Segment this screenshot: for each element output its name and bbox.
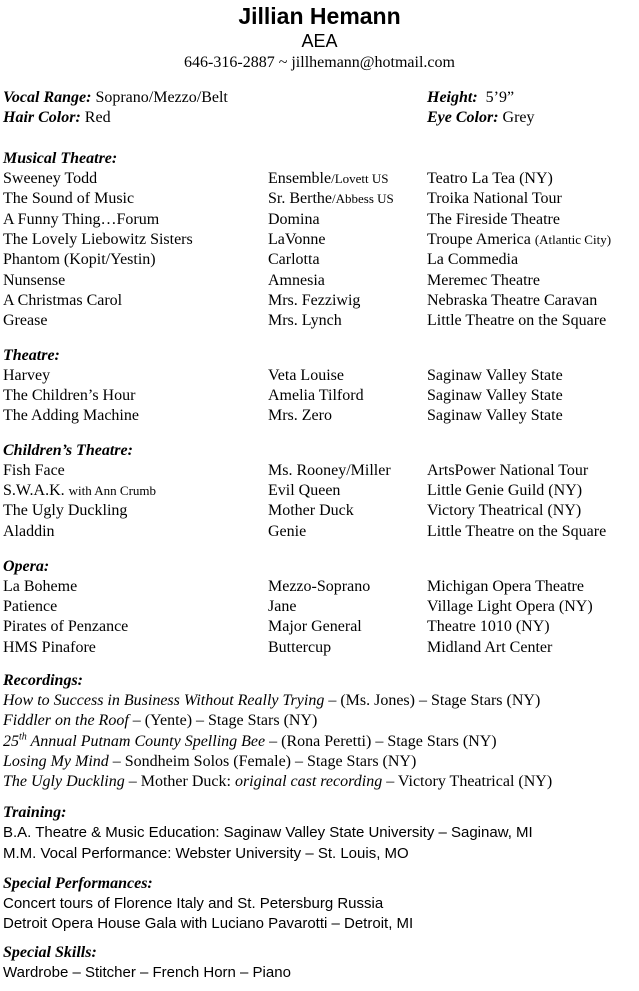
- section-heading-recordings: Recordings:: [3, 672, 83, 689]
- recording-subtitle: original cast recording: [234, 773, 383, 790]
- credit-role: Carlotta: [268, 251, 320, 268]
- credit-row: [0, 406, 639, 426]
- credit-row: [0, 522, 639, 542]
- credit-venue: Teatro La Tea (NY): [427, 170, 553, 187]
- credit-row: [0, 501, 639, 521]
- credit-role: Amelia Tilford: [268, 387, 364, 404]
- credit-role: Sr. Berthe: [268, 190, 332, 207]
- training-item: M.M. Vocal Performance: Webster University – St. Louis, MO: [3, 845, 409, 862]
- credit-show: The Sound of Music: [3, 190, 135, 207]
- performer-name: Jillian Hemann: [238, 3, 401, 29]
- credit-show-note: with Ann Crumb: [68, 483, 157, 498]
- credit-show: The Ugly Duckling: [3, 502, 128, 519]
- credit-role: Mrs. Lynch: [268, 312, 342, 329]
- vocal-range-label: Vocal Range:: [3, 89, 92, 106]
- recording-details: – (Rona Peretti) – Stage Stars (NY): [265, 733, 497, 750]
- recording-title-suffix: th: [19, 731, 27, 743]
- recording-title: Losing My Mind: [3, 753, 109, 770]
- credit-show: A Christmas Carol: [3, 292, 123, 309]
- credit-row: [0, 597, 639, 617]
- recording-details: – Sondheim Solos (Female) – Stage Stars (NY): [108, 753, 417, 770]
- credit-venue: The Fireside Theatre: [427, 211, 560, 228]
- credit-role: Mrs. Fezziwig: [268, 292, 361, 309]
- recording-title: Fiddler on the Roof: [3, 712, 129, 729]
- credit-row: [0, 638, 639, 658]
- credit-row: [0, 311, 639, 331]
- credit-role: Jane: [268, 598, 297, 615]
- credit-venue: Village Light Opera (NY): [427, 598, 593, 615]
- section-heading-childrens-theatre: Children’s Theatre:: [3, 442, 133, 459]
- credit-row: [0, 230, 639, 250]
- recording-item: [3, 691, 540, 711]
- credit-role: Mother Duck: [268, 502, 354, 519]
- credit-row: [0, 210, 639, 230]
- credit-role: Domina: [268, 211, 320, 228]
- eye-color-label: Eye Color:: [427, 109, 499, 126]
- hair-color-label: Hair Color:: [3, 109, 81, 126]
- credit-role: Buttercup: [268, 639, 332, 656]
- credit-show: Sweeney Todd: [3, 170, 98, 187]
- credit-show: La Boheme: [3, 578, 78, 595]
- stats-row-2: [0, 108, 639, 128]
- credit-role: LaVonne: [268, 231, 326, 248]
- section-heading-opera: Opera:: [3, 558, 50, 575]
- credit-venue: Saginaw Valley State: [427, 387, 563, 404]
- section-heading-theatre: Theatre:: [3, 347, 60, 364]
- credit-show: The Lovely Liebowitz Sisters: [3, 231, 193, 248]
- hair-color-value: Red: [84, 109, 111, 126]
- section-heading-training: Training:: [3, 804, 67, 821]
- credit-show: S.W.A.K.: [3, 482, 65, 499]
- recording-details: – (Ms. Jones) – Stage Stars (NY): [324, 692, 541, 709]
- recording-title: The Ugly Duckling: [3, 773, 125, 790]
- credit-venue: Saginaw Valley State: [427, 367, 563, 384]
- skills-list: Wardrobe – Stitcher – French Horn – Piano: [3, 964, 291, 981]
- credit-row: [0, 461, 639, 481]
- credit-show: The Children’s Hour: [3, 387, 136, 404]
- recording-details: – Victory Theatrical (NY): [382, 773, 553, 790]
- credit-show: Grease: [3, 312, 48, 329]
- union-affiliation: AEA: [301, 31, 338, 51]
- section-heading-musical-theatre: Musical Theatre:: [3, 150, 118, 167]
- credit-role: Genie: [268, 523, 307, 540]
- performance-item: Concert tours of Florence Italy and St. Petersburg Russia: [3, 895, 384, 912]
- recording-item: [3, 732, 497, 752]
- credit-role: Ms. Rooney/Miller: [268, 462, 391, 479]
- recording-role: – Mother Duck:: [124, 773, 235, 790]
- credit-venue: Victory Theatrical (NY): [427, 502, 582, 519]
- recording-title: How to Success in Business Without Really Trying: [3, 692, 325, 709]
- credit-role-note: /Lovett US: [331, 171, 389, 186]
- credit-row: [0, 250, 639, 270]
- credit-row: [0, 577, 639, 597]
- credit-show: HMS Pinafore: [3, 639, 96, 656]
- credit-venue: Little Theatre on the Square: [427, 312, 607, 329]
- credit-role: Mezzo-Soprano: [268, 578, 371, 595]
- credit-role: Evil Queen: [268, 482, 341, 499]
- credit-row: [0, 386, 639, 406]
- section-heading-special-skills: Special Skills:: [3, 944, 97, 961]
- credit-venue: Little Genie Guild (NY): [427, 482, 583, 499]
- credit-venue-note: (Atlantic City): [534, 232, 612, 247]
- credit-row: [0, 169, 639, 189]
- credit-show: Aladdin: [3, 523, 55, 540]
- training-item: B.A. Theatre & Music Education: Saginaw Valley State University – Saginaw, MI: [3, 824, 533, 841]
- vocal-range-value: Soprano/Mezzo/Belt: [95, 89, 228, 106]
- stats-row-1: [0, 88, 639, 108]
- contact-info: 646-316-2887 ~ jillhemann@hotmail.com: [184, 54, 455, 71]
- credit-row: [0, 366, 639, 386]
- credit-row: [0, 481, 639, 501]
- credit-venue: Saginaw Valley State: [427, 407, 563, 424]
- credit-venue: Theatre 1010 (NY): [427, 618, 550, 635]
- credit-role-note: /Abbess US: [332, 191, 394, 206]
- credit-role: Amnesia: [268, 272, 325, 289]
- credit-show: Fish Face: [3, 462, 65, 479]
- recording-item: [3, 711, 317, 731]
- section-heading-special-performances: Special Performances:: [3, 875, 153, 892]
- recording-item: [3, 752, 416, 772]
- recording-title: Annual Putnam County Spelling Bee: [26, 733, 266, 750]
- height-value: 5’9”: [485, 89, 515, 106]
- credit-show: Patience: [3, 598, 58, 615]
- credit-role: Veta Louise: [268, 367, 344, 384]
- credit-venue: Troika National Tour: [427, 190, 562, 207]
- credit-venue: Meremec Theatre: [427, 272, 540, 289]
- performance-item: Detroit Opera House Gala with Luciano Pavarotti – Detroit, MI: [3, 915, 414, 932]
- credit-show: The Adding Machine: [3, 407, 139, 424]
- credit-show: Nunsense: [3, 272, 66, 289]
- credit-venue: Michigan Opera Theatre: [427, 578, 584, 595]
- credit-show: Phantom (Kopit/Yestin): [3, 251, 156, 268]
- credit-venue: La Commedia: [427, 251, 519, 268]
- height-label: Height:: [427, 89, 478, 106]
- credit-row: [0, 271, 639, 291]
- credit-show: Pirates of Penzance: [3, 618, 129, 635]
- credit-row: [0, 291, 639, 311]
- credit-role: Mrs. Zero: [268, 407, 332, 424]
- credit-role: Ensemble: [268, 170, 332, 187]
- credit-venue: Nebraska Theatre Caravan: [427, 292, 598, 309]
- recording-item: [3, 772, 552, 792]
- eye-color-value: Grey: [502, 109, 535, 126]
- credit-venue: Little Theatre on the Square: [427, 523, 607, 540]
- recording-title-number: 25: [3, 733, 19, 750]
- credit-venue: Troupe America: [427, 231, 531, 248]
- credit-show: Harvey: [3, 367, 51, 384]
- credit-row: [0, 617, 639, 637]
- credit-role: Major General: [268, 618, 362, 635]
- recording-details: – (Yente) – Stage Stars (NY): [128, 712, 318, 729]
- credit-venue: ArtsPower National Tour: [427, 462, 589, 479]
- credit-venue: Midland Art Center: [427, 639, 553, 656]
- credit-row: [0, 189, 639, 209]
- credit-show: A Funny Thing…Forum: [3, 211, 160, 228]
